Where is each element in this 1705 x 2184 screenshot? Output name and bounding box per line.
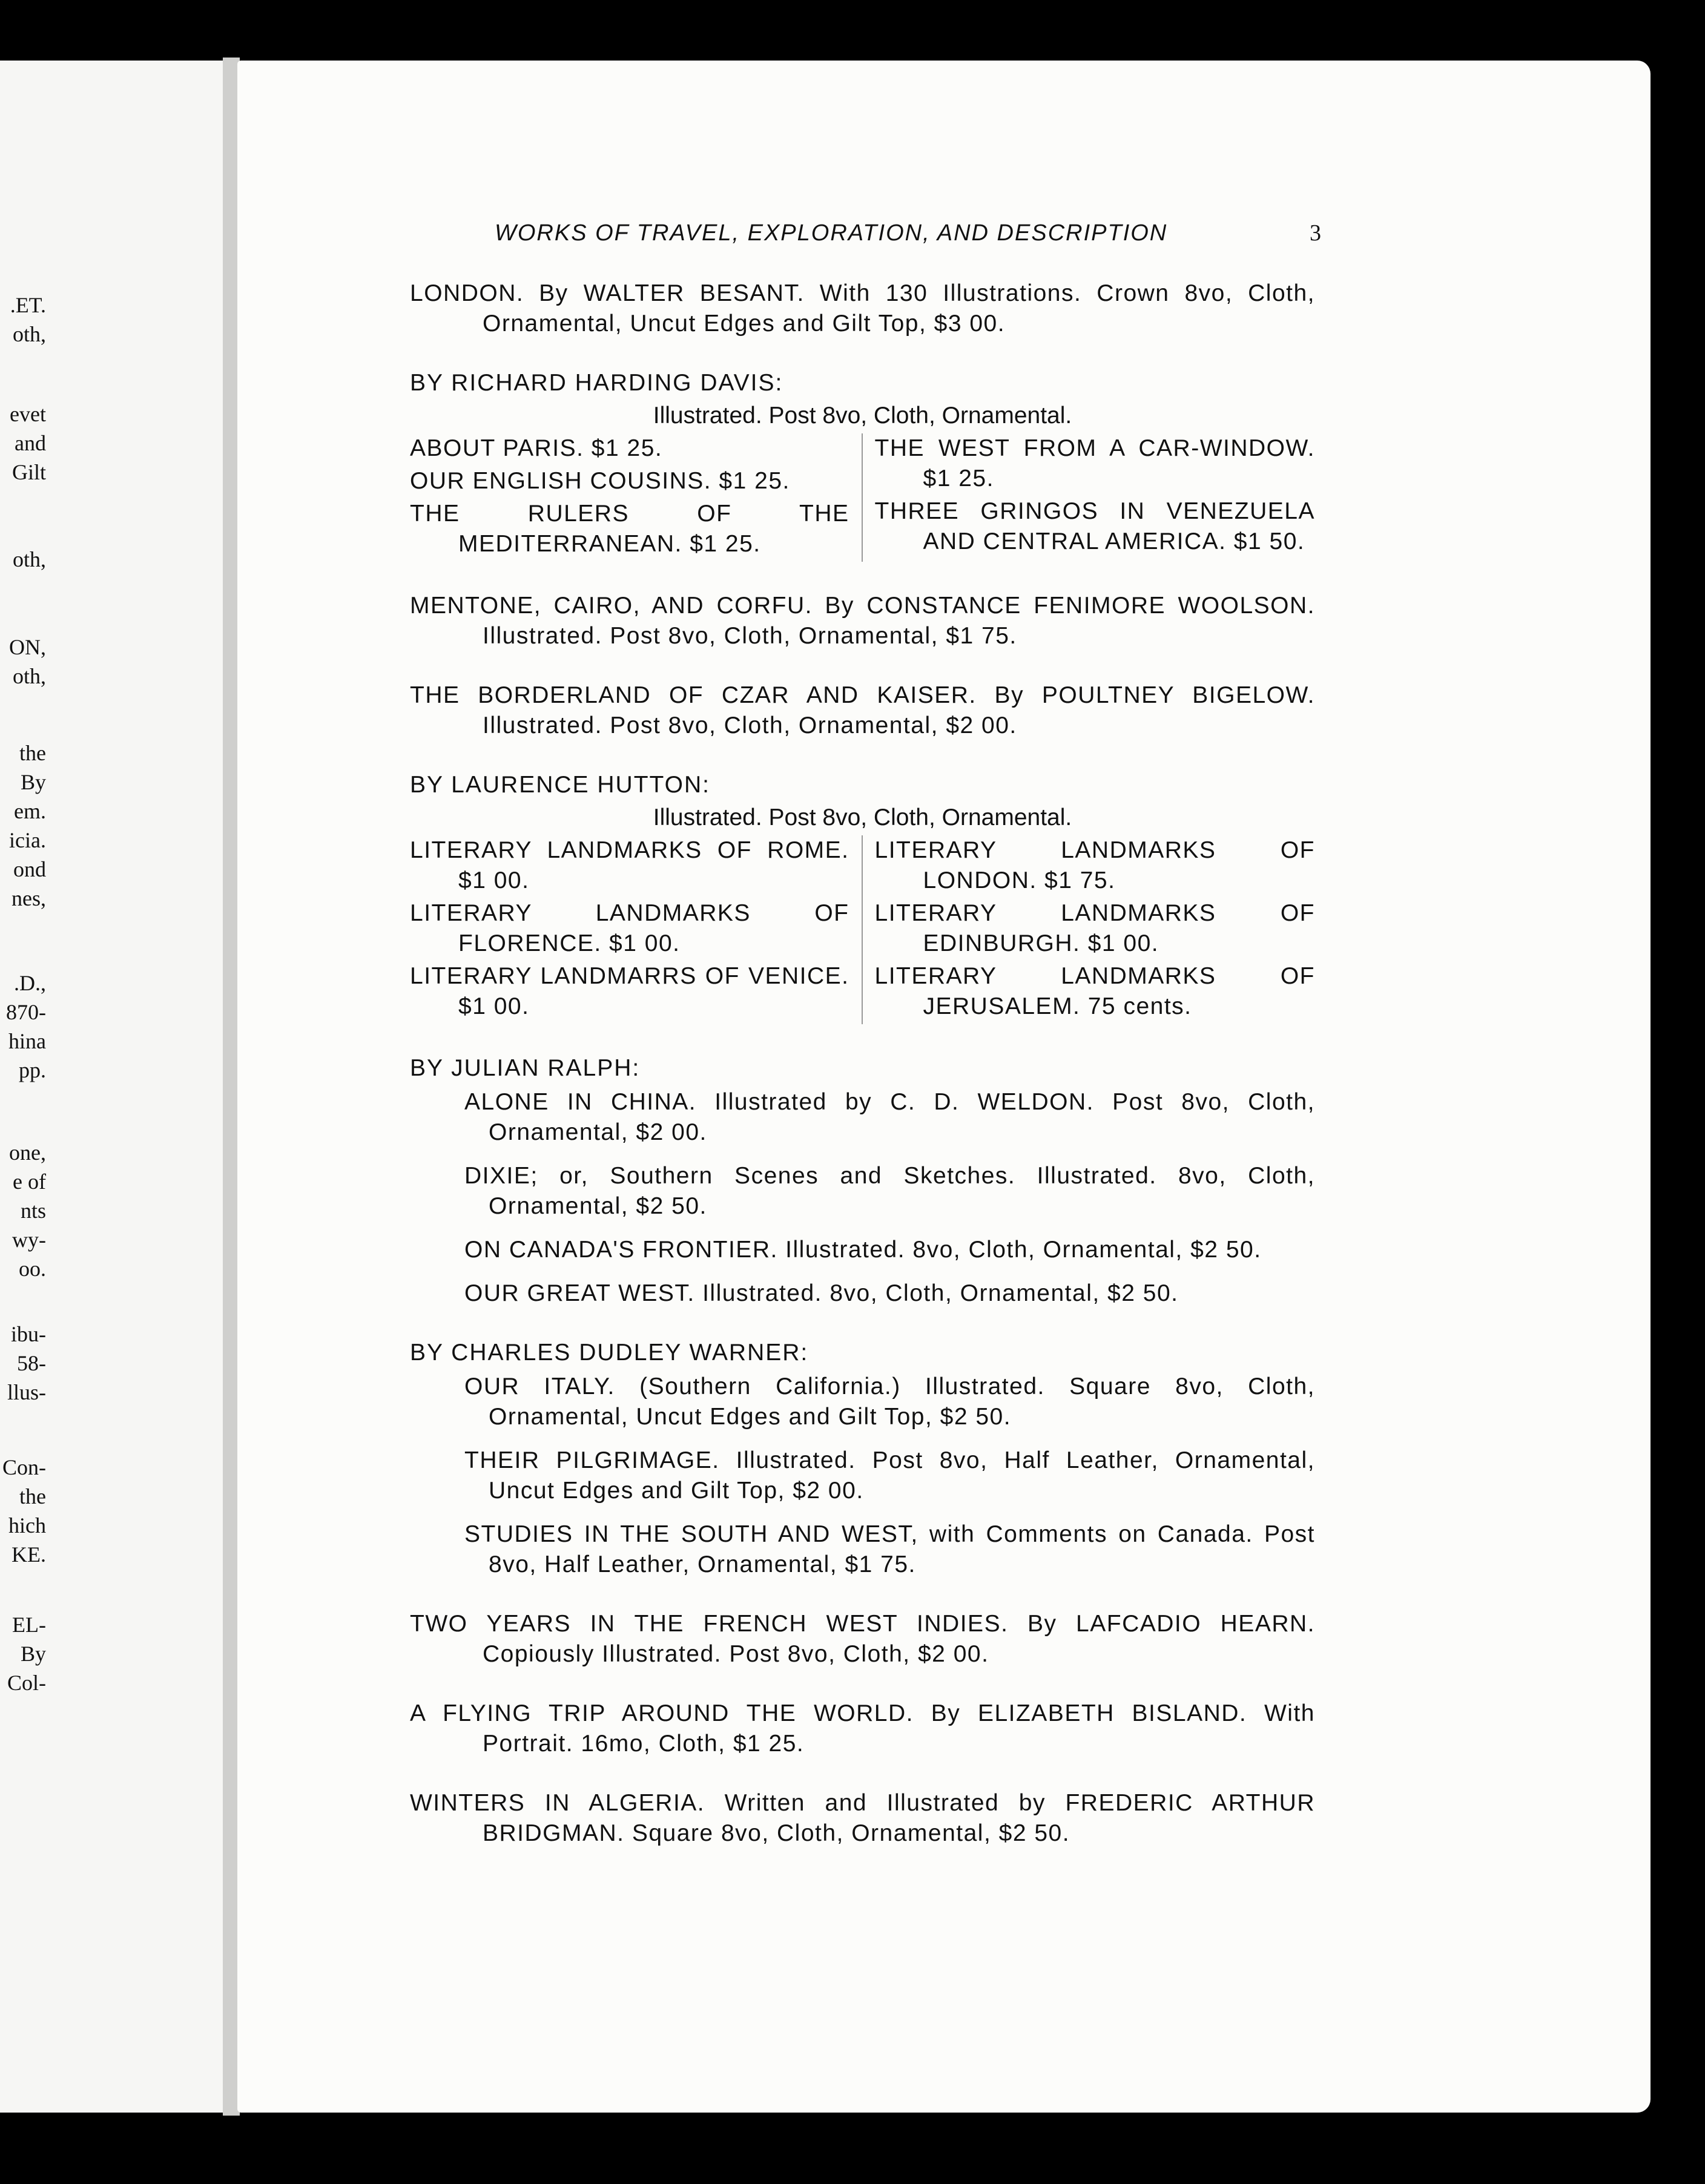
author-heading: BY RICHARD HARDING DAVIS: [410, 370, 783, 396]
title-item: DIXIE; or, Southern Scenes and Sketches. Illustrated. 8vo, Cloth, Ornamental, $2 50. [464, 1163, 1315, 1219]
fragment-line: ON, [9, 635, 46, 659]
author-heading: BY CHARLES DUDLEY WARNER: [410, 1340, 809, 1366]
fragment-line: hina [8, 1029, 46, 1053]
entry-text: MENTONE, CAIRO, AND CORFU. By CONSTANCE FENIMORE WOOLSON. Illustrated. Post 8vo, Cloth, Ornamental, $1 75. [410, 593, 1315, 649]
title-item: ALONE IN CHINA. Illustrated by C. D. WELDON. Post 8vo, Cloth, Ornamental, $2 00. [464, 1089, 1315, 1145]
fragment-line: hich [8, 1513, 46, 1538]
fragment-line: the [19, 1484, 46, 1508]
title-item: THE RULERS OF THE MEDITERRANEAN. $1 25. [410, 501, 849, 557]
entry-davis [410, 368, 1315, 562]
fragment-line: EL- [12, 1613, 46, 1637]
fragment-line: evet [10, 402, 46, 426]
fragment-line: and [15, 431, 46, 455]
title-columns [410, 433, 1315, 562]
fragment-line: Con- [2, 1455, 46, 1479]
fragment-line: ond [13, 857, 46, 881]
title-item: OUR ENGLISH COUSINS. $1 25. [410, 468, 790, 494]
title-item: LITERARY LANDMARRS OF VENICE. $1 00. [410, 963, 849, 1019]
left-fragment-5 [0, 738, 46, 913]
fragment-line: .ET. [10, 293, 46, 317]
entry-warner [410, 1338, 1315, 1580]
title-item: ON CANADA'S FRONTIER. Illustrated. 8vo, Cloth, Ornamental, $2 50. [464, 1237, 1262, 1263]
fragment-line: icia. [9, 828, 46, 852]
left-fragment-8 [0, 1320, 46, 1407]
entry-mentone [410, 591, 1315, 651]
author-heading: BY LAURENCE HUTTON: [410, 772, 710, 798]
fragment-line: oth, [12, 322, 46, 346]
title-item: THREE GRINGOS IN VENEZUELA AND CENTRAL AMERICA. $1 50. [874, 498, 1315, 554]
entry-hearn [410, 1609, 1315, 1669]
page-number: 3 [1310, 220, 1321, 246]
series-caption: Illustrated. Post 8vo, Cloth, Ornamental. [653, 403, 1072, 429]
fragment-line: llus- [7, 1380, 46, 1404]
fragment-line: 870- [6, 1000, 46, 1024]
entry-bisland [410, 1699, 1315, 1759]
title-list [464, 1372, 1315, 1580]
fragment-line: oth, [12, 547, 46, 571]
fragment-line: wy- [12, 1228, 46, 1252]
fragment-line: nts [20, 1199, 46, 1223]
entry-london [410, 278, 1315, 339]
fragment-line: By [20, 770, 46, 794]
fragment-line: pp. [19, 1058, 46, 1082]
title-item: LITERARY LANDMARKS OF LONDON. $1 75. [874, 837, 1315, 893]
fragment-line: By [20, 1642, 46, 1666]
fragment-line: oo. [19, 1257, 46, 1281]
left-fragment-1 [0, 291, 46, 349]
left-fragment-3 [0, 545, 46, 574]
left-page [0, 61, 232, 2113]
entry-text: THE BORDERLAND OF CZAR AND KAISER. By POULTNEY BIGELOW. Illustrated. Post 8vo, Cloth, Ornamental, $2 00. [410, 682, 1315, 738]
left-fragment-10 [0, 1610, 46, 1697]
running-head [410, 218, 1321, 254]
author-heading: BY JULIAN RALPH: [410, 1055, 641, 1081]
entry-ralph [410, 1053, 1315, 1309]
title-item: ABOUT PARIS. $1 25. [410, 435, 663, 461]
left-fragment-4 [0, 633, 46, 691]
title-item: LITERARY LANDMARKS OF ROME. $1 00. [410, 837, 849, 893]
title-item: THE WEST FROM A CAR-WINDOW. $1 25. [874, 435, 1315, 492]
fragment-line: KE. [12, 1542, 46, 1567]
title-item: OUR GREAT WEST. Illustrated. 8vo, Cloth, Ornamental, $2 50. [464, 1280, 1179, 1306]
fragment-line: oth, [12, 664, 46, 688]
fragment-line: .D., [14, 971, 46, 995]
entry-text: TWO YEARS IN THE FRENCH WEST INDIES. By LAFCADIO HEARN. Copiously Illustrated. Post 8vo, Cloth, $2 00. [410, 1611, 1315, 1667]
fragment-line: one, [9, 1140, 46, 1165]
title-item: THEIR PILGRIMAGE. Illustrated. Post 8vo, Half Leather, Ornamental, Uncut Edges and Gilt Top, $2 00. [464, 1447, 1315, 1504]
title-list [464, 1087, 1315, 1309]
left-fragment-2 [0, 400, 46, 487]
left-fragment-7 [0, 1138, 46, 1283]
entry-bridgman [410, 1788, 1315, 1849]
entry-hutton [410, 770, 1315, 1024]
left-column [410, 835, 863, 1024]
title-item: STUDIES IN THE SOUTH AND WEST, with Comments on Canada. Post 8vo, Half Leather, Ornamental, $1 75. [464, 1521, 1315, 1577]
series-caption: Illustrated. Post 8vo, Cloth, Ornamental. [653, 804, 1072, 831]
fragment-line: 58- [17, 1351, 46, 1375]
title-item: LITERARY LANDMARKS OF JERUSALEM. 75 cents. [874, 963, 1315, 1019]
fragment-line: Col- [7, 1671, 46, 1695]
running-head-title: WORKS OF TRAVEL, EXPLORATION, AND DESCRIPTION [495, 220, 1168, 246]
title-columns [410, 835, 1315, 1024]
entry-borderland [410, 680, 1315, 741]
fragment-line: e of [13, 1169, 46, 1194]
entry-text: WINTERS IN ALGERIA. Written and Illustrated by FREDERIC ARTHUR BRIDGMAN. Square 8vo, Cloth, Ornamental, $2 50. [410, 1790, 1315, 1846]
title-item: LITERARY LANDMARKS OF EDINBURGH. $1 00. [874, 900, 1315, 956]
right-page [237, 61, 1651, 2113]
left-column [410, 433, 863, 562]
fragment-line: Gilt [12, 460, 46, 484]
right-column [863, 433, 1316, 562]
fragment-line: nes, [12, 886, 46, 910]
title-item: OUR ITALY. (Southern California.) Illustrated. Square 8vo, Cloth, Ornamental, Uncut Edges and Gilt Top, $2 50. [464, 1373, 1315, 1430]
entry-text: A FLYING TRIP AROUND THE WORLD. By ELIZABETH BISLAND. With Portrait. 16mo, Cloth, $1 25. [410, 1700, 1315, 1757]
title-item: LITERARY LANDMARKS OF FLORENCE. $1 00. [410, 900, 849, 956]
entry-text: LONDON. By WALTER BESANT. With 130 Illustrations. Crown 8vo, Cloth, Ornamental, Uncut Edges and Gilt Top, $3 00. [410, 280, 1315, 337]
fragment-line: the [19, 741, 46, 765]
fragment-line: em. [14, 799, 46, 823]
right-column [863, 835, 1316, 1024]
left-fragment-9 [0, 1453, 46, 1569]
left-fragment-6 [0, 969, 46, 1085]
page-content [410, 218, 1321, 1878]
fragment-line: ibu- [11, 1322, 46, 1346]
